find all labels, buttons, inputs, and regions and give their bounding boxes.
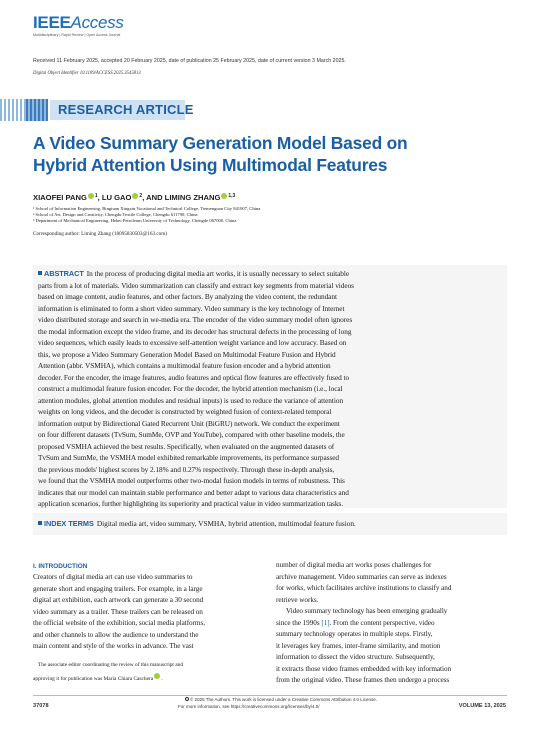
abstract-line: ABSTRACT In the process of producing digital media art works, it is usually necessary to select suitable xyxy=(38,269,349,278)
footer-rule xyxy=(33,695,507,696)
abstract-line: this, we propose a Video Summary Generation Model Based on Multimodal Feature Fusion and Hybrid xyxy=(38,349,336,359)
body-line: video summary as a trailer. These trailers can be released on xyxy=(33,607,203,616)
orcid-icon[interactable] xyxy=(88,193,94,199)
footnote-line: The associate editor coordinating the review of this manuscript and xyxy=(38,662,184,668)
square-bullet-icon xyxy=(38,271,42,275)
index-terms-label: INDEX TERMS xyxy=(44,519,94,528)
abstract-line: decoder. For the encoder, the image features, audio features and optical flow features are effectively fused to xyxy=(38,372,350,382)
article-type-banner xyxy=(50,100,194,120)
page-number: 37078 xyxy=(33,703,49,709)
body-line: from the original video. These frames then undergo a process xyxy=(276,676,450,684)
square-bullet-icon xyxy=(38,521,42,525)
body-line: and other channels to allow the audience to understand the xyxy=(33,630,199,639)
abstract-label: ABSTRACT xyxy=(44,269,84,278)
abstract-line: application scenarios, further highlighting its superiority and practical value in video summarization tasks. xyxy=(38,499,343,508)
body-line: for works, which facilitates archive institutions to classify and xyxy=(276,584,452,592)
body-line: summary technology operates in multiple steps. Firstly, xyxy=(276,630,433,638)
body-line: information to dissect the video structure. Subsequently, xyxy=(276,653,435,661)
citation-link[interactable]: [1] xyxy=(321,618,330,627)
body-line: Creators of digital media art can use video summaries to xyxy=(33,573,193,581)
abstract-line: attention modules, global attention modules and residual inputs) is used to reduce the variance of attention xyxy=(38,395,344,405)
banner-stripes-dark xyxy=(26,99,48,121)
body-line: digital art exhibition, each artwork can generate a 30 second xyxy=(33,596,204,604)
affiliation-2: ² School of Art, Design and Creativity, Chengdu Textile College, Chengdu 611790, China xyxy=(33,212,198,217)
license-line-2[interactable]: For more information, see https://creativecommons.org/licenses/by/4.0/ xyxy=(178,704,320,709)
abstract-line: construct a multimodal feature fusion encoder. For the decoder, the hybrid attention mechanism (i.e., local xyxy=(38,384,343,393)
index-terms: INDEX TERMS Digital media art, video summary, VSMHA, hybrid attention, multimodal feature fusion. xyxy=(38,519,356,528)
doi: Digital Object Identifier 10.1109/ACCESS.2025.3545813 xyxy=(33,71,141,76)
orcid-icon[interactable] xyxy=(132,193,138,199)
abstract-line: the modal information except the video frame, and its decoder has structural defects in the processing of long xyxy=(38,326,352,336)
abstract-line: video sequences, which easily leads to excessive self-attention weight variance and low accuracy. Based on xyxy=(38,338,347,347)
abstract-line: information is eliminated to form a short video summary. Video summary is the key technology of Internet xyxy=(38,303,345,313)
abstract-line: information output by Bidirectional Gated Recurrent Unit (BiGRU) network. We conduct the experiment xyxy=(38,418,340,428)
article-type-label: RESEARCH ARTICLE xyxy=(58,102,194,117)
orcid-icon[interactable] xyxy=(154,673,160,679)
footnote-line: approving it for publication was Maria Chiara Caschera . xyxy=(33,673,163,682)
body-line: number of digital media art works poses challenges for xyxy=(276,561,432,569)
author-2[interactable]: , LU GAO xyxy=(97,193,132,202)
abstract-line: on four different datasets (TvSum, SumMe, OVP and YouTube), compared with other baseline models, the xyxy=(38,430,345,439)
author-1[interactable]: XIAOFEI PANG xyxy=(33,193,87,202)
abstract-line: Attention (abbr. VSMHA), which contains a multimodal feature fusion encoder and a hybrid attention xyxy=(38,361,331,370)
orcid-icon[interactable] xyxy=(221,193,227,199)
abstract-line: based on image content, audio features, and other factors. By analyzing the video content, the redundant xyxy=(38,292,337,301)
body-line: generate short and engaging trailers. For example, in a large xyxy=(33,584,203,593)
corresponding-author: Corresponding author: Liming Zhang (18095830503@163.com) xyxy=(33,231,168,237)
volume: VOLUME 13, 2025 xyxy=(458,703,506,709)
author-list: XIAOFEI PANG $^1$, LU GAO $^2$, AND LIMING ZHANG $^{1,3}$ xyxy=(33,193,236,202)
body-line: it leverages key frames, inter-frame similarity, and motion xyxy=(276,641,441,650)
body-line: main content and style of the works in advance. The vast xyxy=(33,642,194,650)
body-line: Video summary technology has been emerging gradually xyxy=(286,607,448,615)
section-heading: I. INTRODUCTION xyxy=(33,563,88,570)
body-line: archive management. Video summaries can serve as indexes xyxy=(276,572,447,581)
journal-tagline: Multidisciplinary | Rapid Review | Open Access Journal xyxy=(33,33,121,37)
abstract-line: indicates that our model can maintain stable performance and better adapt to various data characteristics and xyxy=(38,487,349,497)
abstract-line: we found that the VSMHA model outperforms other two-modal fusion models in terms of robustness. This xyxy=(38,476,345,485)
affiliation-1: ¹ School of Information Engineering, Bingtuan Xingxin Vocational and Technical College, Tiemenguan City 841007, China xyxy=(33,206,261,211)
abstract-line: proposed VSMHA achieved the best results. Specifically, when evaluated on the augmented datasets of xyxy=(38,441,335,451)
body-line: the official website of the exhibition, social media platforms, xyxy=(33,619,205,627)
body-line: it extracts those video frames embedded with key information xyxy=(276,664,452,673)
abstract-line: video distributed storage and search in we-media era. The encoder of the video summary model often ignores xyxy=(38,315,353,324)
journal-logo: IEEEAccess xyxy=(33,13,124,32)
creative-commons-icon xyxy=(185,697,189,701)
abstract-line: weights on long videos, and the decoder is constructed by weighted fusion of context-related temporal xyxy=(38,407,332,416)
body-line: since the 1990s [1]. From the content perspective, video xyxy=(276,618,435,627)
affiliation-3: ³ Department of Mechanical Engineering, Hebei Petroleum University of Technology, Chengde 067000, China xyxy=(33,218,237,223)
license-line-1: © 2025 The Authors. This work is licensed under a Creative Commons Attribution 4.0 License. xyxy=(185,697,377,702)
abstract-line: parts from a lot of materials. Video summarization can classify and extract key segments from material videos xyxy=(38,280,354,290)
abstract-line: TvSum and SumMe, the VSMHA model exhibited remarkable improvements, its performance surpassed xyxy=(38,453,340,462)
paper-title: A Video Summary Generation Model Based on Hybrid Attention Using Multimodal Features xyxy=(33,133,408,175)
body-line: retrieve works. xyxy=(276,595,319,604)
article-dates: Received 11 February 2025, accepted 20 February 2025, date of publication 25 February 2025, date of current version 3 March 2025. xyxy=(33,58,346,64)
journal-header xyxy=(33,14,124,37)
author-3[interactable]: , AND LIMING ZHANG xyxy=(142,193,221,202)
abstract-line: the previous models' highest scores by 2.18% and 0.27% respectively. Through these in-depth analysis, xyxy=(38,464,335,474)
